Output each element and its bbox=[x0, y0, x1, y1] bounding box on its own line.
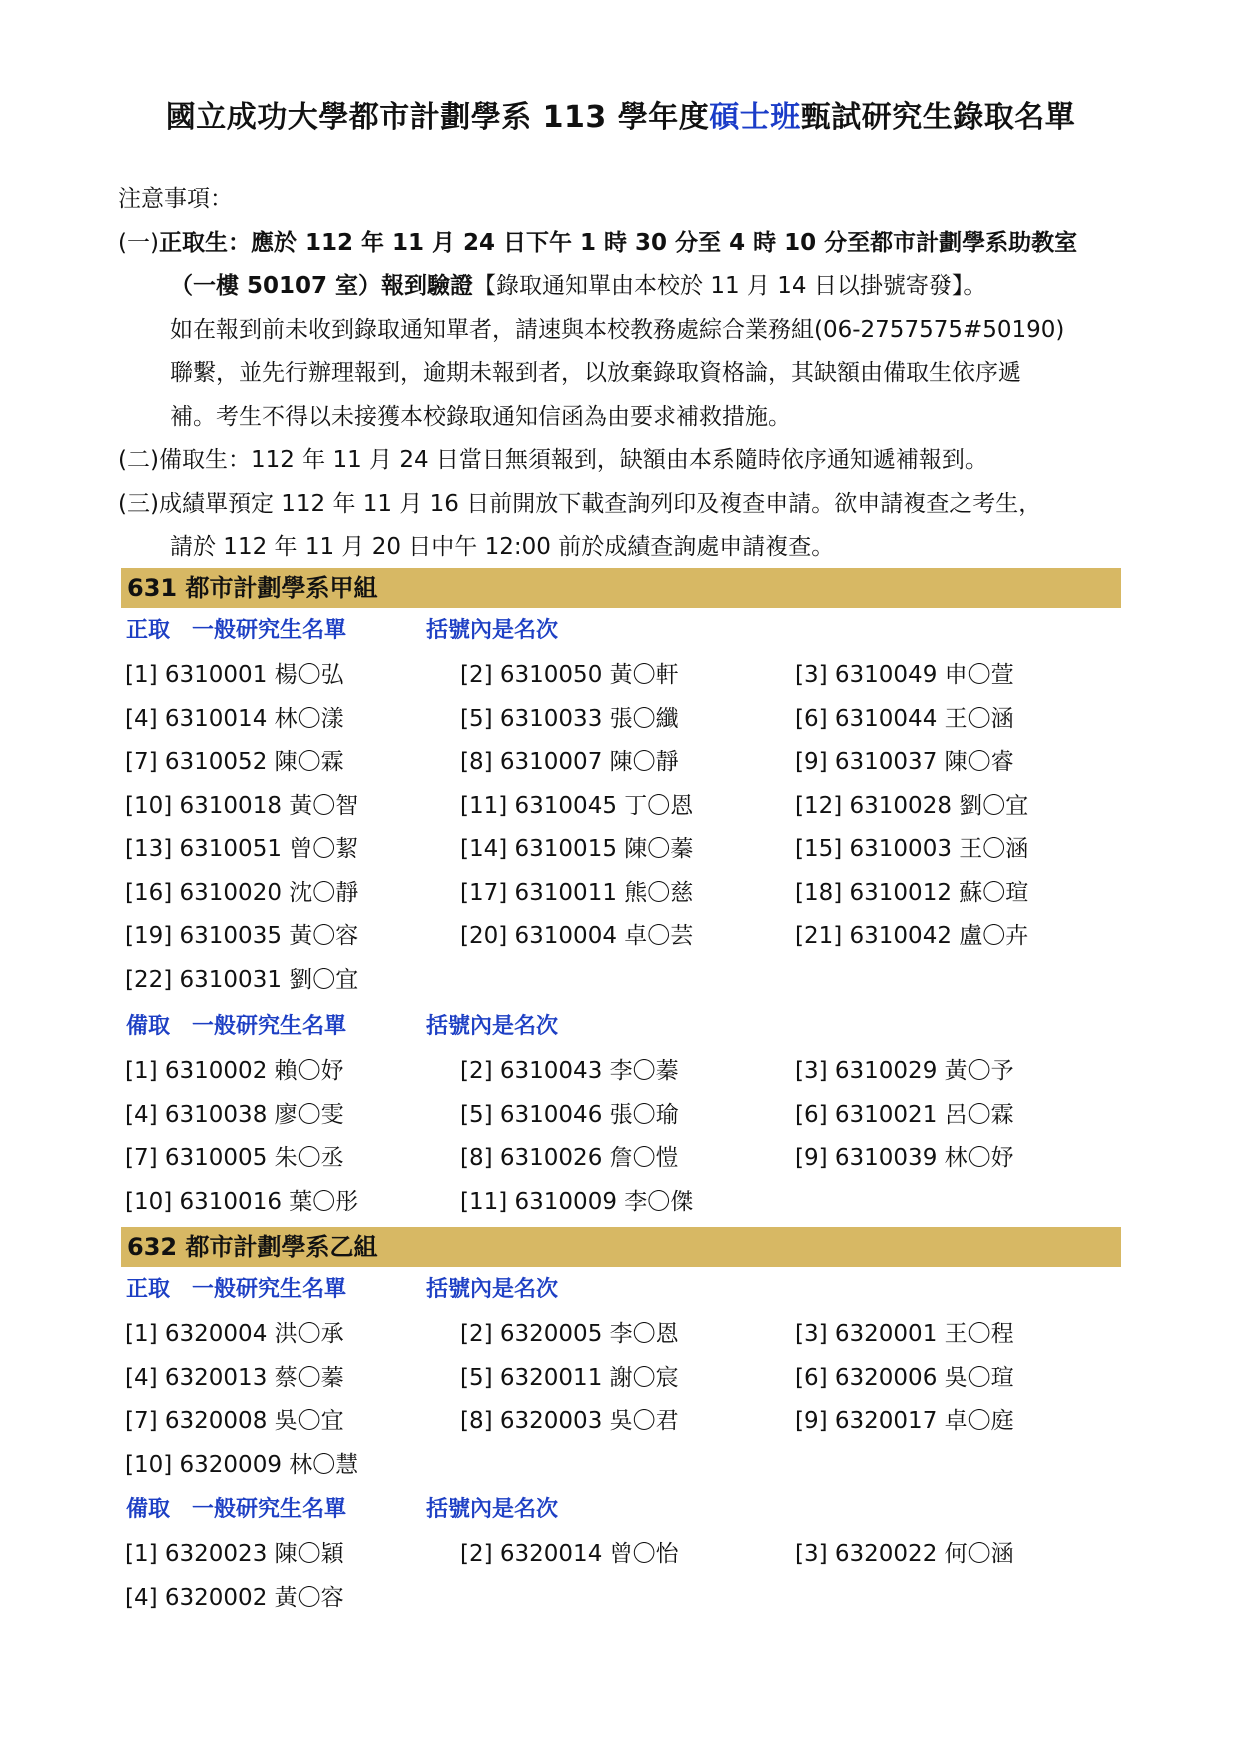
list-item: [14] 6310015 陳〇蓁 bbox=[460, 836, 694, 862]
note-item-2: (二)備取生：112 年 11 月 24 日當日無須報到，缺額由本系隨時依序通知遞補報到。 bbox=[118, 447, 988, 473]
list-item: [10] 6310018 黃〇智 bbox=[125, 792, 359, 819]
rank-note: 括號內是名次 bbox=[426, 1014, 559, 1039]
list-row bbox=[125, 1313, 1130, 1357]
list-item: [16] 6310020 沈〇靜 bbox=[125, 879, 359, 906]
group-header-632: 632 都市計劃學系乙組 bbox=[121, 1227, 1121, 1267]
list-item: [1] 6310001 楊〇弘 bbox=[125, 662, 344, 688]
document-title bbox=[0, 92, 1241, 136]
list-item: [7] 6310052 陳〇霖 bbox=[125, 749, 344, 775]
list-item: [4] 6310038 廖〇雯 bbox=[125, 1101, 344, 1128]
list-item: [5] 6320011 謝〇宸 bbox=[460, 1364, 679, 1391]
note-item-1-line-3: 如在報到前未收到錄取通知單者，請速與本校教務處綜合業務組(06-2757575#50190) bbox=[170, 316, 1065, 343]
list-item: [3] 6310049 申〇萱 bbox=[795, 662, 1014, 688]
title-highlight: 碩士班 bbox=[709, 100, 801, 135]
list-row bbox=[125, 1137, 1130, 1181]
admitted-label: 正取 一般研究生名單 bbox=[126, 618, 347, 643]
list-row bbox=[125, 1094, 1130, 1138]
list-item: [10] 6310016 葉〇彤 bbox=[125, 1188, 359, 1215]
admitted-list-632 bbox=[125, 1313, 1130, 1487]
notes-heading: 注意事項： bbox=[118, 186, 233, 212]
list-item: [11] 6310009 李〇傑 bbox=[460, 1188, 694, 1215]
list-item: [7] 6320008 吳〇宜 bbox=[125, 1408, 344, 1434]
rank-note: 括號內是名次 bbox=[426, 1497, 559, 1522]
list-item: [5] 6310046 張〇瑜 bbox=[460, 1101, 679, 1128]
waitlist-subheading-632 bbox=[126, 1490, 558, 1530]
list-row bbox=[125, 1444, 1130, 1488]
list-item: [9] 6320017 卓〇庭 bbox=[795, 1408, 1014, 1434]
rank-note: 括號內是名次 bbox=[426, 618, 559, 643]
list-item: [4] 6320013 蔡〇蓁 bbox=[125, 1364, 344, 1391]
title-part1: 國立成功大學都市計劃學系 113 學年度 bbox=[165, 100, 710, 135]
list-item: [13] 6310051 曾〇絜 bbox=[125, 836, 359, 862]
list-row bbox=[125, 741, 1130, 785]
list-row bbox=[125, 1050, 1130, 1094]
list-item: [22] 6310031 劉〇宜 bbox=[125, 966, 359, 993]
list-item: [6] 6310021 呂〇霖 bbox=[795, 1101, 1014, 1128]
list-item: [8] 6310007 陳〇靜 bbox=[460, 749, 679, 775]
list-item: [1] 6320023 陳〇穎 bbox=[125, 1541, 344, 1567]
list-row bbox=[125, 1181, 1130, 1225]
note-item-1-line-2-bold: （一樓 50107 室）報到驗證 bbox=[170, 273, 474, 299]
list-item: [2] 6320014 曾〇怡 bbox=[460, 1541, 679, 1567]
admitted-subheading-632 bbox=[126, 1270, 558, 1310]
list-item: [2] 6320005 李〇恩 bbox=[460, 1321, 679, 1347]
notes-section bbox=[118, 178, 1128, 570]
waitlist-list-631 bbox=[125, 1050, 1130, 1224]
note-item-1-prefix: (一) bbox=[118, 229, 159, 256]
list-item: [2] 6310050 黃〇軒 bbox=[460, 662, 679, 688]
list-row bbox=[125, 1533, 1130, 1577]
list-row bbox=[125, 828, 1130, 872]
list-row bbox=[125, 1357, 1130, 1401]
waitlist-label: 備取 一般研究生名單 bbox=[126, 1497, 347, 1522]
list-item: [5] 6310033 張〇纖 bbox=[460, 705, 679, 732]
list-item: [11] 6310045 丁〇恩 bbox=[460, 792, 694, 819]
note-item-1-line-2 bbox=[118, 265, 1128, 309]
note-item-1-line-5: 補。考生不得以未接獲本校錄取通知信函為由要求補救措施。 bbox=[170, 403, 791, 430]
note-item-1-line-4: 聯繫，並先行辦理報到，逾期未報到者，以放棄錄取資格論，其缺額由備取生依序遞 bbox=[170, 360, 1021, 386]
list-item: [9] 6310039 林〇妤 bbox=[795, 1145, 1014, 1171]
list-item: [18] 6310012 蘇〇瑄 bbox=[795, 879, 1029, 906]
list-row bbox=[125, 698, 1130, 742]
list-item: [2] 6310043 李〇蓁 bbox=[460, 1058, 679, 1084]
list-item: [7] 6310005 朱〇丞 bbox=[125, 1145, 344, 1171]
list-row bbox=[125, 1400, 1130, 1444]
list-row bbox=[125, 872, 1130, 916]
note-item-3-line-1: (三)成績單預定 112 年 11 月 16 日前開放下載查詢列印及複查申請。欲申請複查之考生， bbox=[118, 490, 1042, 517]
note-item-1-line-1 bbox=[118, 222, 1128, 266]
rank-note: 括號內是名次 bbox=[426, 1277, 559, 1302]
list-item: [3] 6320001 王〇程 bbox=[795, 1321, 1014, 1347]
note-item-3-line-2: 請於 112 年 11 月 20 日中午 12:00 前於成績查詢處申請複查。 bbox=[170, 534, 835, 560]
list-row bbox=[125, 915, 1130, 959]
note-item-1-line-2-rest: 【錄取通知單由本校於 11 月 14 日以掛號寄發】。 bbox=[473, 273, 987, 299]
list-item: [12] 6310028 劉〇宜 bbox=[795, 792, 1029, 819]
admitted-list-631 bbox=[125, 654, 1130, 1002]
list-item: [17] 6310011 熊〇慈 bbox=[460, 879, 694, 906]
list-item: [21] 6310042 盧〇卉 bbox=[795, 923, 1029, 949]
list-row bbox=[125, 785, 1130, 829]
list-item: [3] 6310029 黃〇予 bbox=[795, 1058, 1014, 1084]
admitted-label: 正取 一般研究生名單 bbox=[126, 1277, 347, 1302]
list-item: [1] 6320004 洪〇承 bbox=[125, 1321, 344, 1347]
list-item: [4] 6320002 黃〇容 bbox=[125, 1584, 344, 1611]
list-item: [10] 6320009 林〇慧 bbox=[125, 1451, 359, 1478]
waitlist-subheading-631 bbox=[126, 1007, 558, 1047]
waitlist-label: 備取 一般研究生名單 bbox=[126, 1014, 347, 1039]
list-item: [3] 6320022 何〇涵 bbox=[795, 1541, 1014, 1567]
list-row bbox=[125, 1577, 1130, 1621]
list-item: [6] 6320006 吳〇瑄 bbox=[795, 1364, 1014, 1391]
title-part2: 甄試研究生錄取名單 bbox=[800, 100, 1076, 135]
list-item: [8] 6310026 詹〇愷 bbox=[460, 1145, 679, 1171]
group-header-631: 631 都市計劃學系甲組 bbox=[121, 568, 1121, 608]
list-row bbox=[125, 654, 1130, 698]
list-item: [20] 6310004 卓〇芸 bbox=[460, 923, 694, 949]
admitted-subheading-631 bbox=[126, 611, 558, 651]
list-item: [6] 6310044 王〇涵 bbox=[795, 705, 1014, 732]
list-item: [15] 6310003 王〇涵 bbox=[795, 836, 1029, 862]
list-row bbox=[125, 959, 1130, 1003]
list-item: [9] 6310037 陳〇睿 bbox=[795, 749, 1014, 775]
list-item: [4] 6310014 林〇漾 bbox=[125, 705, 344, 732]
list-item: [19] 6310035 黃〇容 bbox=[125, 923, 359, 949]
note-item-1-bold: 正取生：應於 112 年 11 月 24 日下午 1 時 30 分至 4 時 10 分至都市計劃學系助教室 bbox=[158, 229, 1078, 256]
list-item: [8] 6320003 吳〇君 bbox=[460, 1408, 679, 1434]
waitlist-list-632 bbox=[125, 1533, 1130, 1620]
list-item: [1] 6310002 賴〇妤 bbox=[125, 1058, 344, 1084]
